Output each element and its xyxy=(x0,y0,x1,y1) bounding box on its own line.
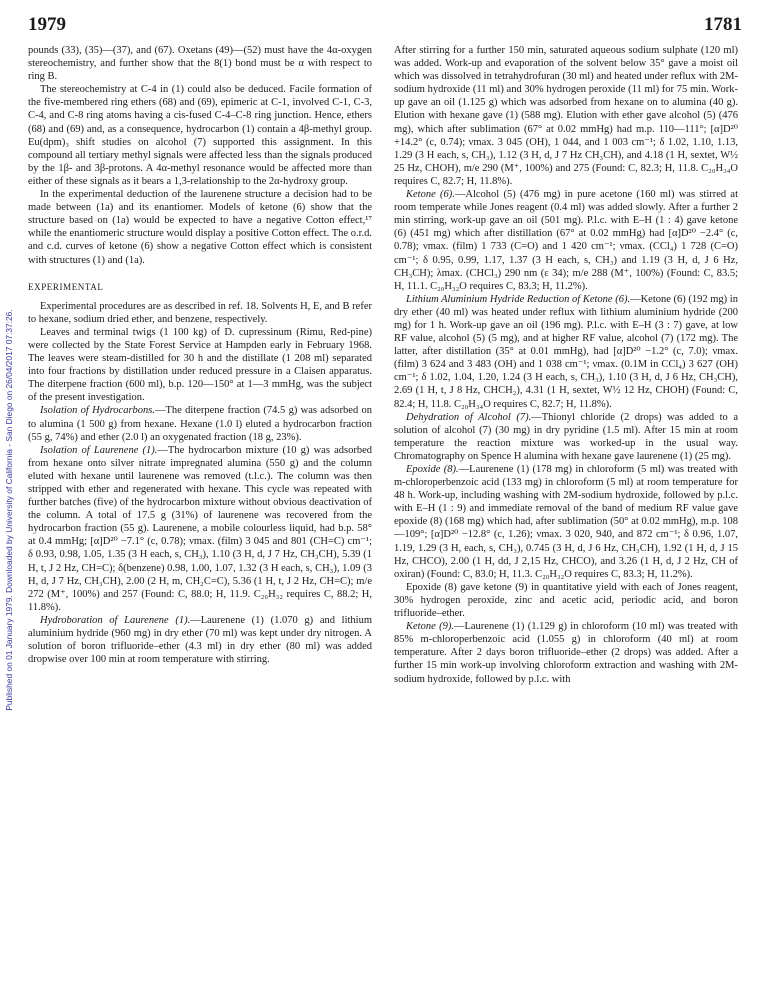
paragraph xyxy=(28,614,372,666)
right-column xyxy=(394,44,738,1000)
paragraph: In the experimental deduction of the laurenene structure a decision had to be made between (1a) and its enantiomer. Models of ketone (6) show that the structure based on (1a) would be expected to have a negative Cotton effect,¹⁷ while the enantiomeric structure would display a positive Cotton effect. The o.r.d. and c.d. curves of ketone (6) show a negative Cotton effect which is consistent with structures (1) and (1a). xyxy=(28,189,372,266)
subsection-title: Hydroboration of Laurenene (1). xyxy=(40,614,191,626)
paragraph: After stirring for a further 150 min, saturated aqueous sodium sulphate (120 ml) was added. Work-up and evaporation of the solvent below 35° gave a moist oil which was dissolved in tetrahydrofuran (30 ml) and heated under reflux with 2M-sodium hydroxide (11 ml) and 30% hydrogen peroxide (11 ml) for 75 min. Work-up gave an oil (1.125 g) which was adsorbed from hexane on to alumina (40 g). Elution with hexane gave (1) (588 mg). Elution with ether gave alcohol (5) (476 mg), which after sublimation (67° at 0.02 mmHg) had m.p. 110—111°; [α]D²⁰ +14.2° (c, 0.74); νmax. 3 045 (OH), 1 044, and 1 003 cm⁻¹; δ 1.02, 1.10, 1.13, 1.29 (3 H each, s, CH₃), 1.12 (3 H, d, J 7 Hz CH₃CH), and 4.18 (1 H, sextet, W½ 25 Hz, CHOH), m/e 290 (M⁺, 100%) and 275 (Found: C, 82.3; H, 11.8. C₂₀H₃₄O requires C, 82.7; H, 11.8%). xyxy=(394,45,738,187)
paragraph-body: —Ketone (6) (192 mg) in dry ether (40 ml) was heated under reflux with lithium aluminium hydride (200 mg) for 1 h. Work-up gave an oil (196 mg). P.l.c. with E–H (3 : 7) gave, at low RF value, alcohol (5) (5 mg), and at higher RF value, alcohol (7) (172 mg). The latter, after distillation (35° at 0.01 mmHg), had [α]D²⁰ −1.2° (c, 7.0); νmax. (film) 3 624 and 3 483 (OH) and 1 038 cm⁻¹; νmax. (0.1M in CCl₄) 3 627 (OH) cm⁻¹; δ 1.02, 1.04, 1.20, 1.24 (3 H each, s, CH₃), 1.10 (3 H, d, J 6 Hz, CH₃CH), 2.69 (1 H, t, J 8 Hz, CHCH₂), 4.31 (1 H, sextet, W½ 12 Hz, CHOH) (Found: C, 82.4; H, 11.8. C₂₀H₃₄O requires C, 82.7; H, 11.8%). xyxy=(394,293,738,410)
page-header xyxy=(28,14,742,44)
paragraph xyxy=(394,463,738,581)
subsection-title: Ketone (9). xyxy=(406,621,454,633)
subsection-title: Dehydration of Alcohol (7). xyxy=(406,411,532,423)
paragraph xyxy=(394,293,738,411)
paragraph-body: —Laurenene (1) (1.129 g) in chloroform (10 ml) was treated with 85% m-chloroperbenzoic acid (1.055 g) in chloroform (40 ml) at room temperature. After 2 days boron trifluoride–ether (2 drops) was added. After a further 15 min work-up involving chloroform extraction and washing with 2M-sodium hydroxide, followed by p.l.c. with xyxy=(394,621,738,685)
paragraph-body: —The diterpene fraction (74.5 g) was adsorbed on to alumina (1 500 g) from hexane. Hexane (1.0 l) eluted a hydrocarbon fraction (55 g, 74%) and ether (2.0 l) an oxygenated fraction (18 g, 23%). xyxy=(28,405,372,443)
subsection-title: Isolation of Laurenene (1). xyxy=(40,444,158,456)
paragraph xyxy=(28,444,372,614)
left-column xyxy=(28,44,372,1000)
subsection-title: Epoxide (8). xyxy=(406,464,459,475)
paragraph: pounds (33), (35)—(37), and (67). Oxetans (49)—(52) must have the 4α-oxygen stereochemistry, and further show that the 8(1) bond must be α with respect to ring B. xyxy=(28,45,372,83)
paragraph-body: —Thionyl chloride (2 drops) was added to a solution of alcohol (7) (30 mg) in dry pyridine (1.5 ml). After 15 min at room temperature the reaction mixture was worked-up in the usual way. Chromatography on Spence H alumina with hexane gave laurenene (1) (25 mg). xyxy=(394,411,738,462)
subsection-title: Ketone (6). xyxy=(406,189,455,201)
paragraph: Epoxide (8) gave ketone (9) in quantitative yield with each of Jones reagent, 30% hydrogen peroxide, zinc and acetic acid, periodic acid, and boron trifluoride–ether. xyxy=(394,581,738,620)
download-watermark xyxy=(2,150,16,870)
paragraph: Leaves and terminal twigs (1 100 kg) of D. cupressinum (Rimu, Red-pine) were collected by the State Forest Service at Hampden early in February 1968. The leaves were steam-distilled for 30 h and the distillate (1 208 ml) separated into four fractions by distillation under reduced pressure in a Claisen apparatus. The diterpene fraction (600 ml), b.p. 120—150° at 1—3 mmHg, was the subject of the present investigation. xyxy=(28,326,372,404)
journal-year: 1979 xyxy=(28,14,66,35)
paragraph: Experimental procedures are as described in ref. 18. Solvents H, E, and B refer to hexane, sodium dried ether, and benzene, respectively. xyxy=(28,300,372,325)
paragraph-body: —Laurenene (1) (178 mg) in chloroform (5 ml) was treated with m-chloroperbenzoic acid (133 mg) in chloroform (5 ml) at room temperature for 48 h. Work-up, including washing with 2M-sodium hydroxide, followed by p.l.c. with E–H (1 : 9) and immediate removal of the band of medium RF value gave epoxide (8) (168 mg) which had, after sublimation (50° at 0.02 mmHg), m.p. 108—109°; [α]D²⁰ −12.8° (c, 1.26); νmax. 3 020, 940, and 872 cm⁻¹; δ 0.96, 1.07, 1.19, 1.29 (3 H, each, s, CH₃), 0.745 (3 H, d, J 6 Hz, CH₃CH), 1.92 (1 H, d, J 15 Hz, CHCO), 2.00 (1 H, dd, J 2,15 Hz, CHCO), and 3.26 (1 H, d, J 2 Hz, CH of oxiran) (Found: C, 83.0; H, 11.3. C₂₀H₃₂O requires C, 83.3; H, 11.2%). xyxy=(394,464,738,580)
paragraph-body: —The hydrocarbon mixture (10 g) was adsorbed from hexane onto silver nitrate impregnated alumina (550 g) and the column eluted with hexane until laurenene was removed (t.l.c.). The column was then stripped with ether and regenerated with hexane. This cycle was repeated with further batches (five) of the hydrocarbon mixture without obvious deactivation of the column. A total of 17.5 g (31%) of laurenene was recovered from the hydrocarbon fraction (55 g). Laurenene, a mobile colourless liquid, had b.p. 58° at 0.4 mmHg; [α]D²⁰ −7.1° (c, 0.78); νmax. (film) 3 045 and 801 (CH=C) cm⁻¹; δ 0.93, 0.98, 1.05, 1.35 (3 H each, s, CH₃), 1.10 (3 H, d, J 7 Hz, CH₃CH), 5.39 (1 H, t, J 2 Hz, CH=C); δ(benzene) 0.98, 1.00, 1.07, 1.32 (3 H each, s, CH₃), 1.09 (3 H, d, J 7 Hz, CH₃CH), 2.00 (2 H, m, CH₂C=C), 5.36 (1 H, t, J 2 Hz, CH=C); m/e 272 (M⁺, 100%) and 257 (Found: C, 88.0; H, 11.9. C₂₀H₃₂ requires C, 88.2; H, 11.8%). xyxy=(28,444,372,613)
paragraph-body: —Alcohol (5) (476 mg) in pure acetone (160 ml) was stirred at room temperate while Jones reagent (0.4 ml) was added slowly. After a further 2 min stirring, work-up gave an oil (501 mg). P.l.c. with E–H (1 : 4) gave ketone (6) (451 mg) which after distillation (67° at 0.02 mmHg) had [α]D²⁰ −2.4° (c, 0.78); νmax. (film) 1 733 (C=O) and 1 420 cm⁻¹; νmax. (CCl₄) 1 728 (C=O) cm⁻¹; δ 0.95, 0.99, 1.17, 1.37 (3 H each, s, CH₃) and 1.19 (3 H, d, J 6 Hz, CH₃CH); λmax. (CHCl₃) 290 nm (ε 34); m/e 288 (M⁺, 100%) (Found: C, 83.5; H, 11.1. C₂₀H₃₂O requires C, 83.3; H, 11.2%). xyxy=(394,189,738,292)
paragraph xyxy=(28,404,372,443)
paragraph xyxy=(394,411,738,463)
download-watermark-text: Published on 01 January 1979. Downloaded by University of California - San Diego on 26/04/2017 07:37:26. xyxy=(4,309,14,711)
section-heading-experimental: EXPERIMENTAL xyxy=(28,281,104,292)
paragraph xyxy=(394,620,738,685)
paragraph-body: —Laurenene (1) (1.070 g) and lithium aluminium hydride (960 mg) in dry ether (70 ml) was kept under dry nitrogen. A solution of boron trifluoride–ether (4.3 ml) in dry ether (80 ml) was added dropwise over 100 min at room temperature with stirring. xyxy=(28,614,372,666)
paragraph: The stereochemistry at C-4 in (1) could also be deduced. Facile formation of the five-membered ring ethers (68) and (69), epimeric at C-1, involved C-1, C-3, C-4, and C-8 ring atoms having a cis-fused C-4–C-8 ring junction. Hence, ethers (68) and (69) and, as a consequence, hydrocarbon (1) contain a 4β-methyl group. Eu(dpm)₃ shift studies on alcohol (7) supported this assignment. In this compound all tertiary methyl signals were affected less than the signals produced by the 1β- and 3β-protons. A 4α-methyl resonance would be affected more than either of these signals as it bears a 1,3-relationship to the 2α-hydroxy group. xyxy=(28,84,372,187)
paragraph xyxy=(394,188,738,293)
subsection-title: Isolation of Hydrocarbons. xyxy=(40,405,155,417)
subsection-title: Lithium Aluminium Hydride Reduction of Ketone (6). xyxy=(406,293,631,305)
page-number: 1781 xyxy=(704,14,742,35)
